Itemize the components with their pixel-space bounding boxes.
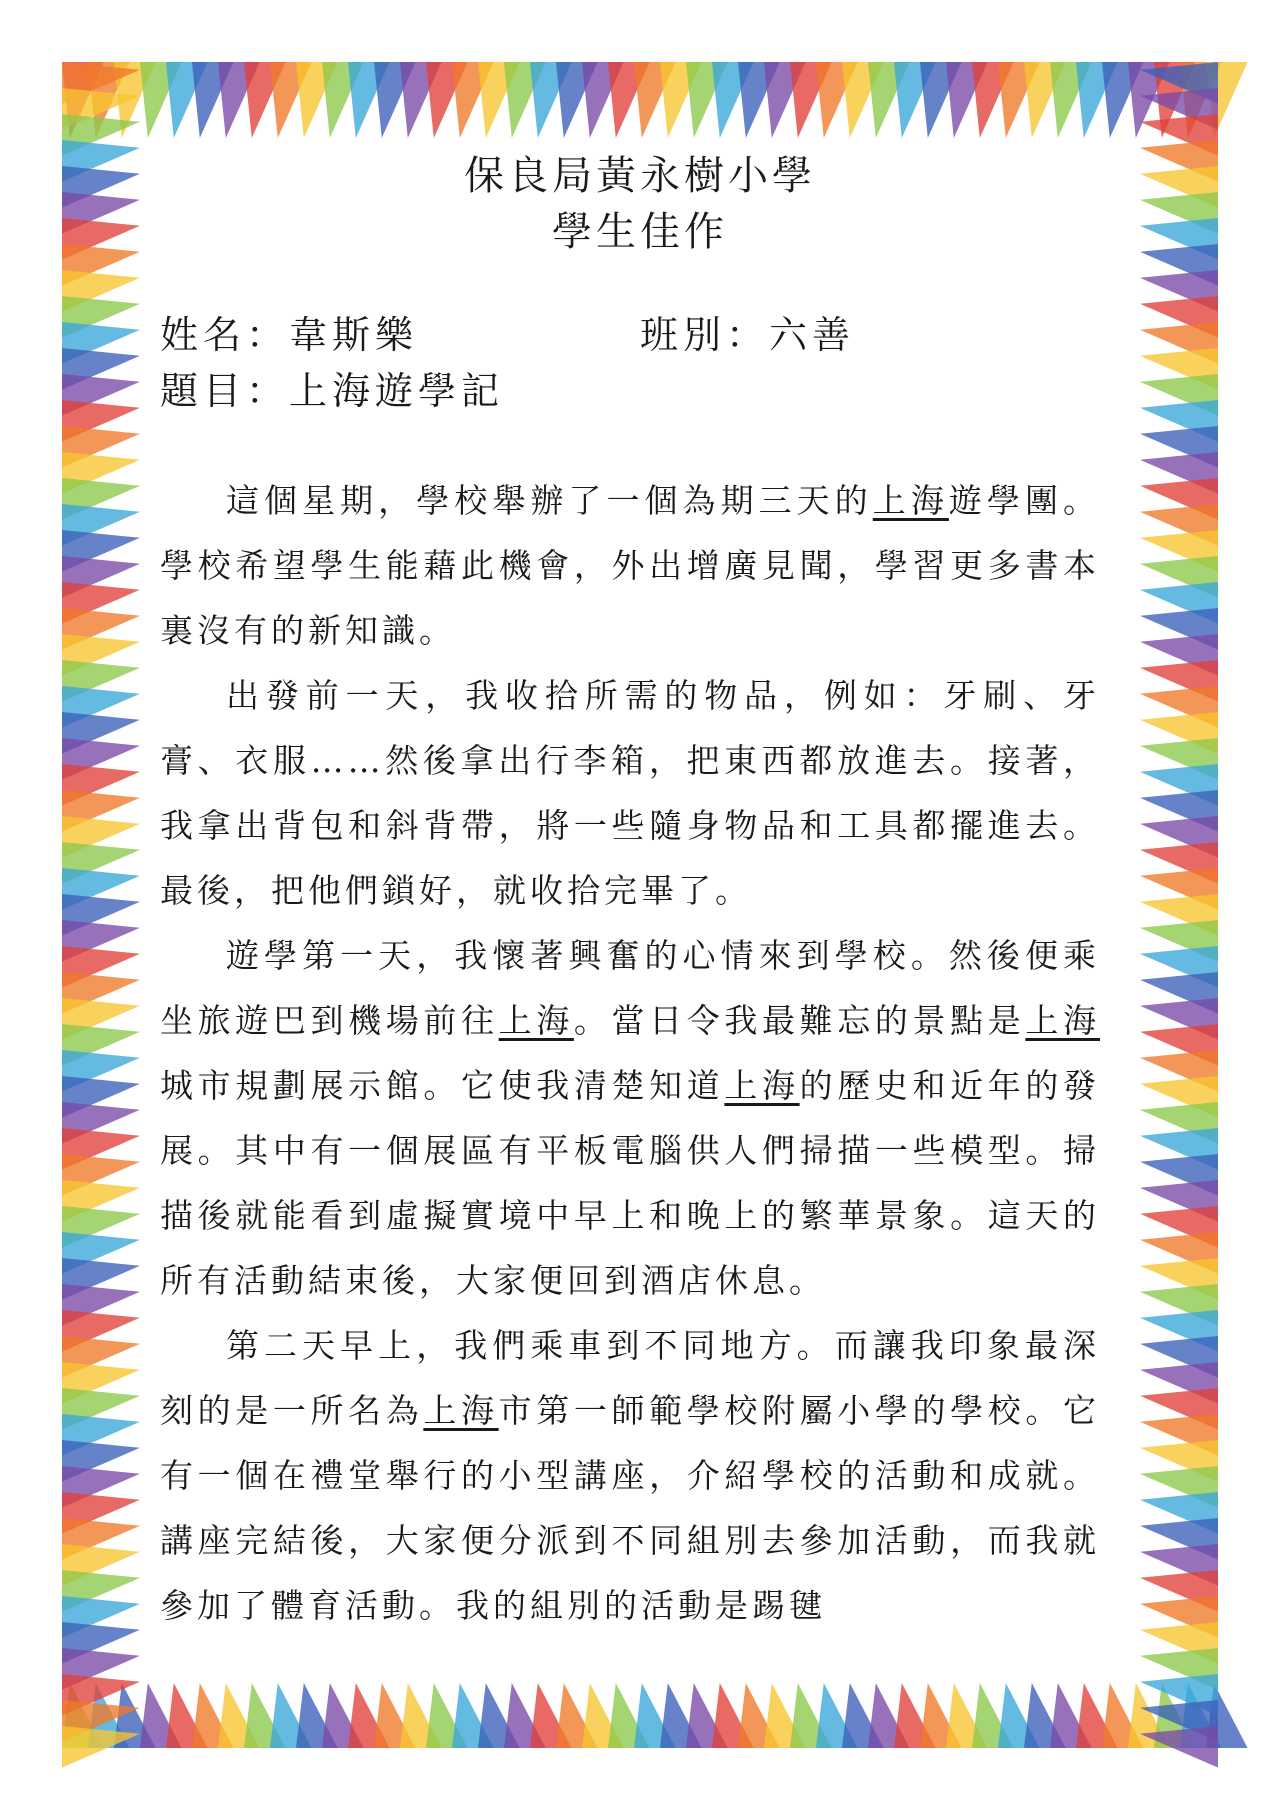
essay-body: [160, 468, 1100, 1638]
place-name: 上海: [872, 481, 949, 520]
class-field: [640, 308, 855, 362]
essay-paragraph-3: 遊學第一天，我懷著興奮的心情來到學校。然後便乘坐旅遊巴到機場前往上海。當日令我最難忘的景點是上海城市規劃展示館。它使我清楚知道上海的歷史和近年的發展。其中有一個展區有平板電腦供人們掃描一些模型。掃描後就能看到虛擬實境中早上和晚上的繁華景象。這天的所有活動結束後，大家便回到酒店休息。: [160, 936, 1100, 1300]
class-value: 六善: [769, 313, 856, 357]
place-name: 上海: [1025, 1001, 1100, 1040]
essay-paragraph-2: 出發前一天，我收拾所需的物品，例如：牙刷、牙膏、衣服……然後拿出行李箱，把東西都放進去。接著，我拿出背包和斜背帶，將一些隨身物品和工具都擺進去。最後，把他們鎖好，就收拾完畢了。: [160, 676, 1100, 910]
class-label: 班別：: [640, 313, 770, 357]
place-name: 上海: [498, 1001, 574, 1040]
topic-label: 題目：: [160, 369, 290, 413]
page-subtitle: 學生佳作: [552, 209, 728, 255]
name-label: 姓名：: [160, 313, 290, 357]
topic-value: 上海遊學記: [289, 369, 505, 413]
essay-paragraph-1: 這個星期，學校舉辦了一個為期三天的上海遊學團。學校希望學生能藉此機會，外出增廣見聞，學習更多書本裏沒有的新知識。: [160, 481, 1101, 650]
info-row-topic: [160, 364, 504, 418]
essay-paragraph-4: 第二天早上，我們乘車到不同地方。而讓我印象最深刻的是一所名為上海市第一師範學校附屬小學的學校。它有一個在禮堂舉行的小型講座，介紹學校的活動和成就。講座完結後，大家便分派到不同組別去參加活動，而我就參加了體育活動。我的組別的活動是踢毽: [160, 1326, 1100, 1625]
place-name: 上海: [724, 1066, 800, 1105]
name-value: 韋斯樂: [289, 313, 419, 357]
paper-sheet: [140, 138, 1140, 1683]
school-name: 保良局黃永樹小學: [464, 153, 816, 199]
info-row-name-class: [160, 308, 1120, 362]
place-name: 上海: [423, 1391, 499, 1430]
title-block: [140, 148, 1140, 260]
